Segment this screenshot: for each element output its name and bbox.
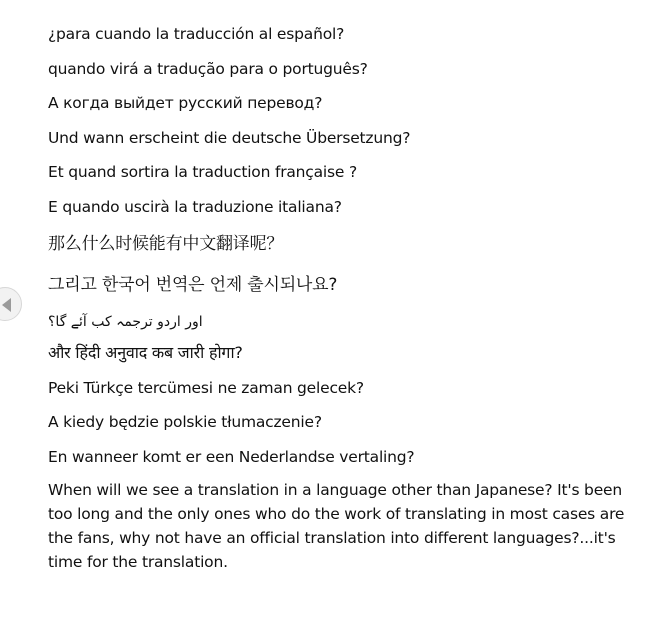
line-chinese: 那么什么时候能有中文翻译呢？ (48, 233, 284, 254)
line-dutch: En wanneer komt er een Nederlandse vertaling? (48, 447, 415, 466)
scroll-left-button[interactable] (0, 287, 22, 321)
line-russian: А когда выйдет русский перевод? (48, 94, 323, 112)
line-french: Et quand sortira la traduction française ? (48, 163, 357, 181)
line-urdu: اور اردو ترجمہ کب آئے گا؟ (48, 313, 203, 330)
line-hindi: और हिंदी अनुवाद कब जारी होगा? (48, 342, 243, 362)
line-portuguese: quando virá a tradução para o português? (48, 59, 368, 78)
comment-body (48, 24, 628, 574)
line-korean: 그리고 한국어 번역은 언제 출시되나요? (48, 274, 338, 295)
left-arrow-icon (2, 298, 11, 312)
line-polish: A kiedy będzie polskie tłumaczenie? (48, 413, 322, 431)
line-turkish: Peki Türkçe tercümesi ne zaman gelecek? (48, 378, 364, 397)
english-paragraph: When will we see a translation in a language other than Japanese? It's been too long and the only ones who do the work of translating in most cases are the fans, why not have an official translation into different languages?...it's time for the translation. (48, 480, 625, 571)
line-german: Und wann erscheint die deutsche Übersetzung? (48, 128, 411, 147)
line-spanish: ¿para cuando la traducción al español? (48, 25, 345, 43)
line-italian: E quando uscirà la traduzione italiana? (48, 197, 342, 216)
